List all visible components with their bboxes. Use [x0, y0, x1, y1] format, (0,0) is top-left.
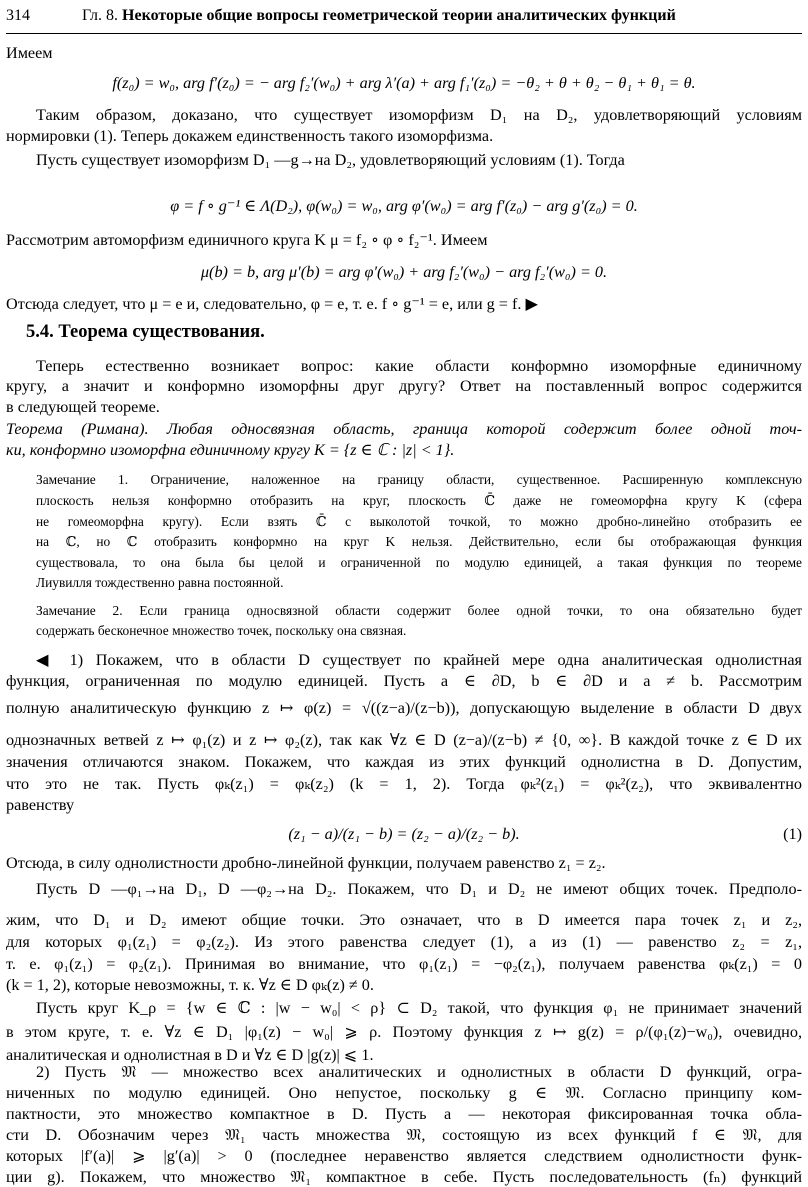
text-line: ниченных по модулю единицей. Оно непустое, поскольку g ∈ 𝔐. Согласно принципу ком- [6, 1084, 802, 1102]
page-number: 314 [6, 7, 30, 24]
text-line: (k = 1, 2), которые невозможны, т. к. ∀z ∈ D φₖ(z) ≠ 0. [6, 976, 374, 994]
text-line: Пусть круг K_ρ = {w ∈ ℂ : |w − w₀| < ρ} ⊂ D₂ такой, что функция φ₁ не принимает значений [36, 999, 802, 1017]
remark-line: плоскость нельзя конформно отобразить на круг, плоскость ℂ̄ даже не гомеоморфна кругу K (сфера [36, 493, 802, 508]
text-line: функция, ограниченная по модулю единицей. Пусть a ∈ ∂D, b ∈ ∂D и a ≠ b. Рассмотрим [6, 672, 802, 690]
text-line: Имеем [6, 44, 53, 62]
text-line: жим, что D₁ и D₂ имеют общие точки. Это означает, что в D имеется пара точек z₁ и z₂, [6, 911, 802, 929]
formula-line: μ(b) = b, arg μ′(b) = arg φ′(w₀) + arg f₂′(w₀) − arg f₂′(w₀) = 0. [200, 263, 608, 281]
theorem-line: ки, конформно изоморфна единичному кругу K = {z ∈ ℂ : |z| < 1}. [6, 441, 455, 459]
text-line: Отсюда следует, что μ = e и, следовательно, φ = e, т. е. f ∘ g⁻¹ = e, или g = f. ▶ [6, 295, 538, 313]
text-line: Теперь естественно возникает вопрос: какие области конформно изоморфные единичному [36, 357, 802, 375]
text-line: Отсюда, в силу однолистности дробно-линейной функции, получаем равенство z₁ = z₂. [6, 854, 606, 872]
text-line: однозначных ветвей z ↦ φ₁(z) и z ↦ φ₂(z), так как ∀z ∈ D (z−a)/(z−b) ≠ {0, ∞}. В каждой точке z ∈ D их [6, 731, 802, 749]
remark-line: Замечание 1. Ограничение, наложенное на границу области, существенное. Расширенную комплексную [36, 472, 802, 487]
chapter-label: Гл. 8. [82, 7, 119, 24]
text-line: что это не так. Пусть φₖ(z₁) = φₖ(z₂) (k = 1, 2). Тогда φₖ²(z₁) = φₖ²(z₂), что эквивалентно [6, 775, 802, 793]
text-line: в следующей теореме. [6, 398, 160, 416]
chapter-title: Некоторые общие вопросы геометрической теории аналитических функций [122, 7, 676, 24]
remark-line: не гомеоморфна кругу). Если взять ℂ̄ с выколотой точкой, то можно дробно-линейно отобразить ее [36, 514, 802, 529]
text-line: 2) Пусть 𝔐 — множество всех аналитических и однолистных в области D функций, огра- [36, 1063, 802, 1081]
text-line: Пусть D —φ₁→на D₁, D —φ₂→на D₂. Покажем, что D₁ и D₂ не имеют общих точек. Предполо- [36, 880, 802, 898]
text-line: значения отличаются знаком. Покажем, что каждая из этих функций однолистна в D. Допустим, [6, 753, 802, 771]
section-heading: 5.4. Теорема существования. [26, 322, 265, 342]
text-line: пактности, это множество компактное в D. Пусть a — некоторая фиксированная точка обла- [6, 1105, 802, 1123]
remark-line: на ℂ, но ℂ отобразить конформно на круг K нельзя. Действительно, если бы отображающая функция [36, 534, 802, 549]
equation-1: (z₁ − a)/(z₁ − b) = (z₂ − a)/(z₂ − b). [288, 825, 520, 843]
text-line: нормировки (1). Теперь докажем единственность такого изоморфизма. [6, 127, 494, 145]
remark-line: существовала, то она была бы целой и ограниченной по модулю единицей, а такая функция по теореме [36, 555, 802, 570]
text-line: равенству [6, 796, 75, 814]
text-line: кругу, а значит и конформно изоморфны друг другу? Ответ на поставленный вопрос содержится [6, 377, 802, 395]
formula-line: φ = f ∘ g⁻¹ ∈ Λ(D₂), φ(w₀) = w₀, arg φ′(w₀) = arg f′(z₀) − arg g′(z₀) = 0. [170, 197, 638, 215]
text-line-overflow: ции g). Покажем, что множество 𝔐₁ компактное в себе. Пусть последовательность (fₙ) функций [6, 1168, 802, 1186]
remark-line: Лиувилля тождественно равна постоянной. [36, 575, 284, 590]
header-rule [6, 33, 802, 34]
text-line: для которых φ₁(z₁) = φ₂(z₂). Из этого равенства следует (1), а из (1) — равенство z₂ = z₁, [6, 933, 802, 951]
text-line: т. е. φ₁(z₁) = φ₂(z₁). Принимая во внимание, что φ₁(z₁) = −φ₂(z₁), получаем равенства φₖ(z₁) = 0 [6, 955, 802, 973]
text-line: ◀ 1) Покажем, что в области D существует по крайней мере одна аналитическая однолистная [36, 651, 802, 669]
formula-line: f(z₀) = w₀, arg f′(z₀) = − arg f₂′(w₀) + arg λ′(a) + arg f₁′(z₀) = −θ₂ + θ + θ₂ − θ₁ + θ₁ = θ. [112, 74, 696, 92]
text-line: в этом круге, т. е. ∀z ∈ D₁ |φ₁(z) − w₀| ⩾ ρ. Поэтому функция z ↦ g(z) = ρ/(φ₁(z)−w₀), очевидно, [6, 1023, 802, 1041]
running-header [6, 6, 802, 26]
text-line: полную аналитическую функцию z ↦ φ(z) = √((z−a)/(z−b)), допускающую выделение в области D двух [6, 699, 802, 717]
equation-number: (1) [783, 825, 802, 843]
theorem-line: Теорема (Римана). Любая односвязная область, граница которой содержит более одной точ- [6, 420, 802, 438]
text-line: которых |f′(a)| ⩾ |g′(a)| > 0 (последнее неравенство является следствием однолистности функ- [6, 1147, 802, 1165]
text-line: сти D. Обозначим через 𝔐₁ часть множества 𝔐, состоящую из всех функций f ∈ 𝔐, для [6, 1126, 802, 1144]
text-line: Таким образом, доказано, что существует изоморфизм D₁ на D₂, удовлетворяющий условиям [36, 106, 802, 124]
remark-line: Замечание 2. Если граница односвязной области содержит более одной точки, то она обязательно будет [36, 603, 802, 618]
text-line: Рассмотрим автоморфизм единичного круга K μ = f₂ ∘ φ ∘ f₂⁻¹. Имеем [6, 231, 488, 249]
text-line: Пусть существует изоморфизм D₁ —g→на D₂, удовлетворяющий условиям (1). Тогда [36, 151, 625, 169]
text-line: аналитическая и однолистная в D и ∀z ∈ D |g(z)| ⩽ 1. [6, 1046, 374, 1064]
remark-line: содержать бесконечное множество точек, поскольку она связная. [36, 623, 407, 638]
